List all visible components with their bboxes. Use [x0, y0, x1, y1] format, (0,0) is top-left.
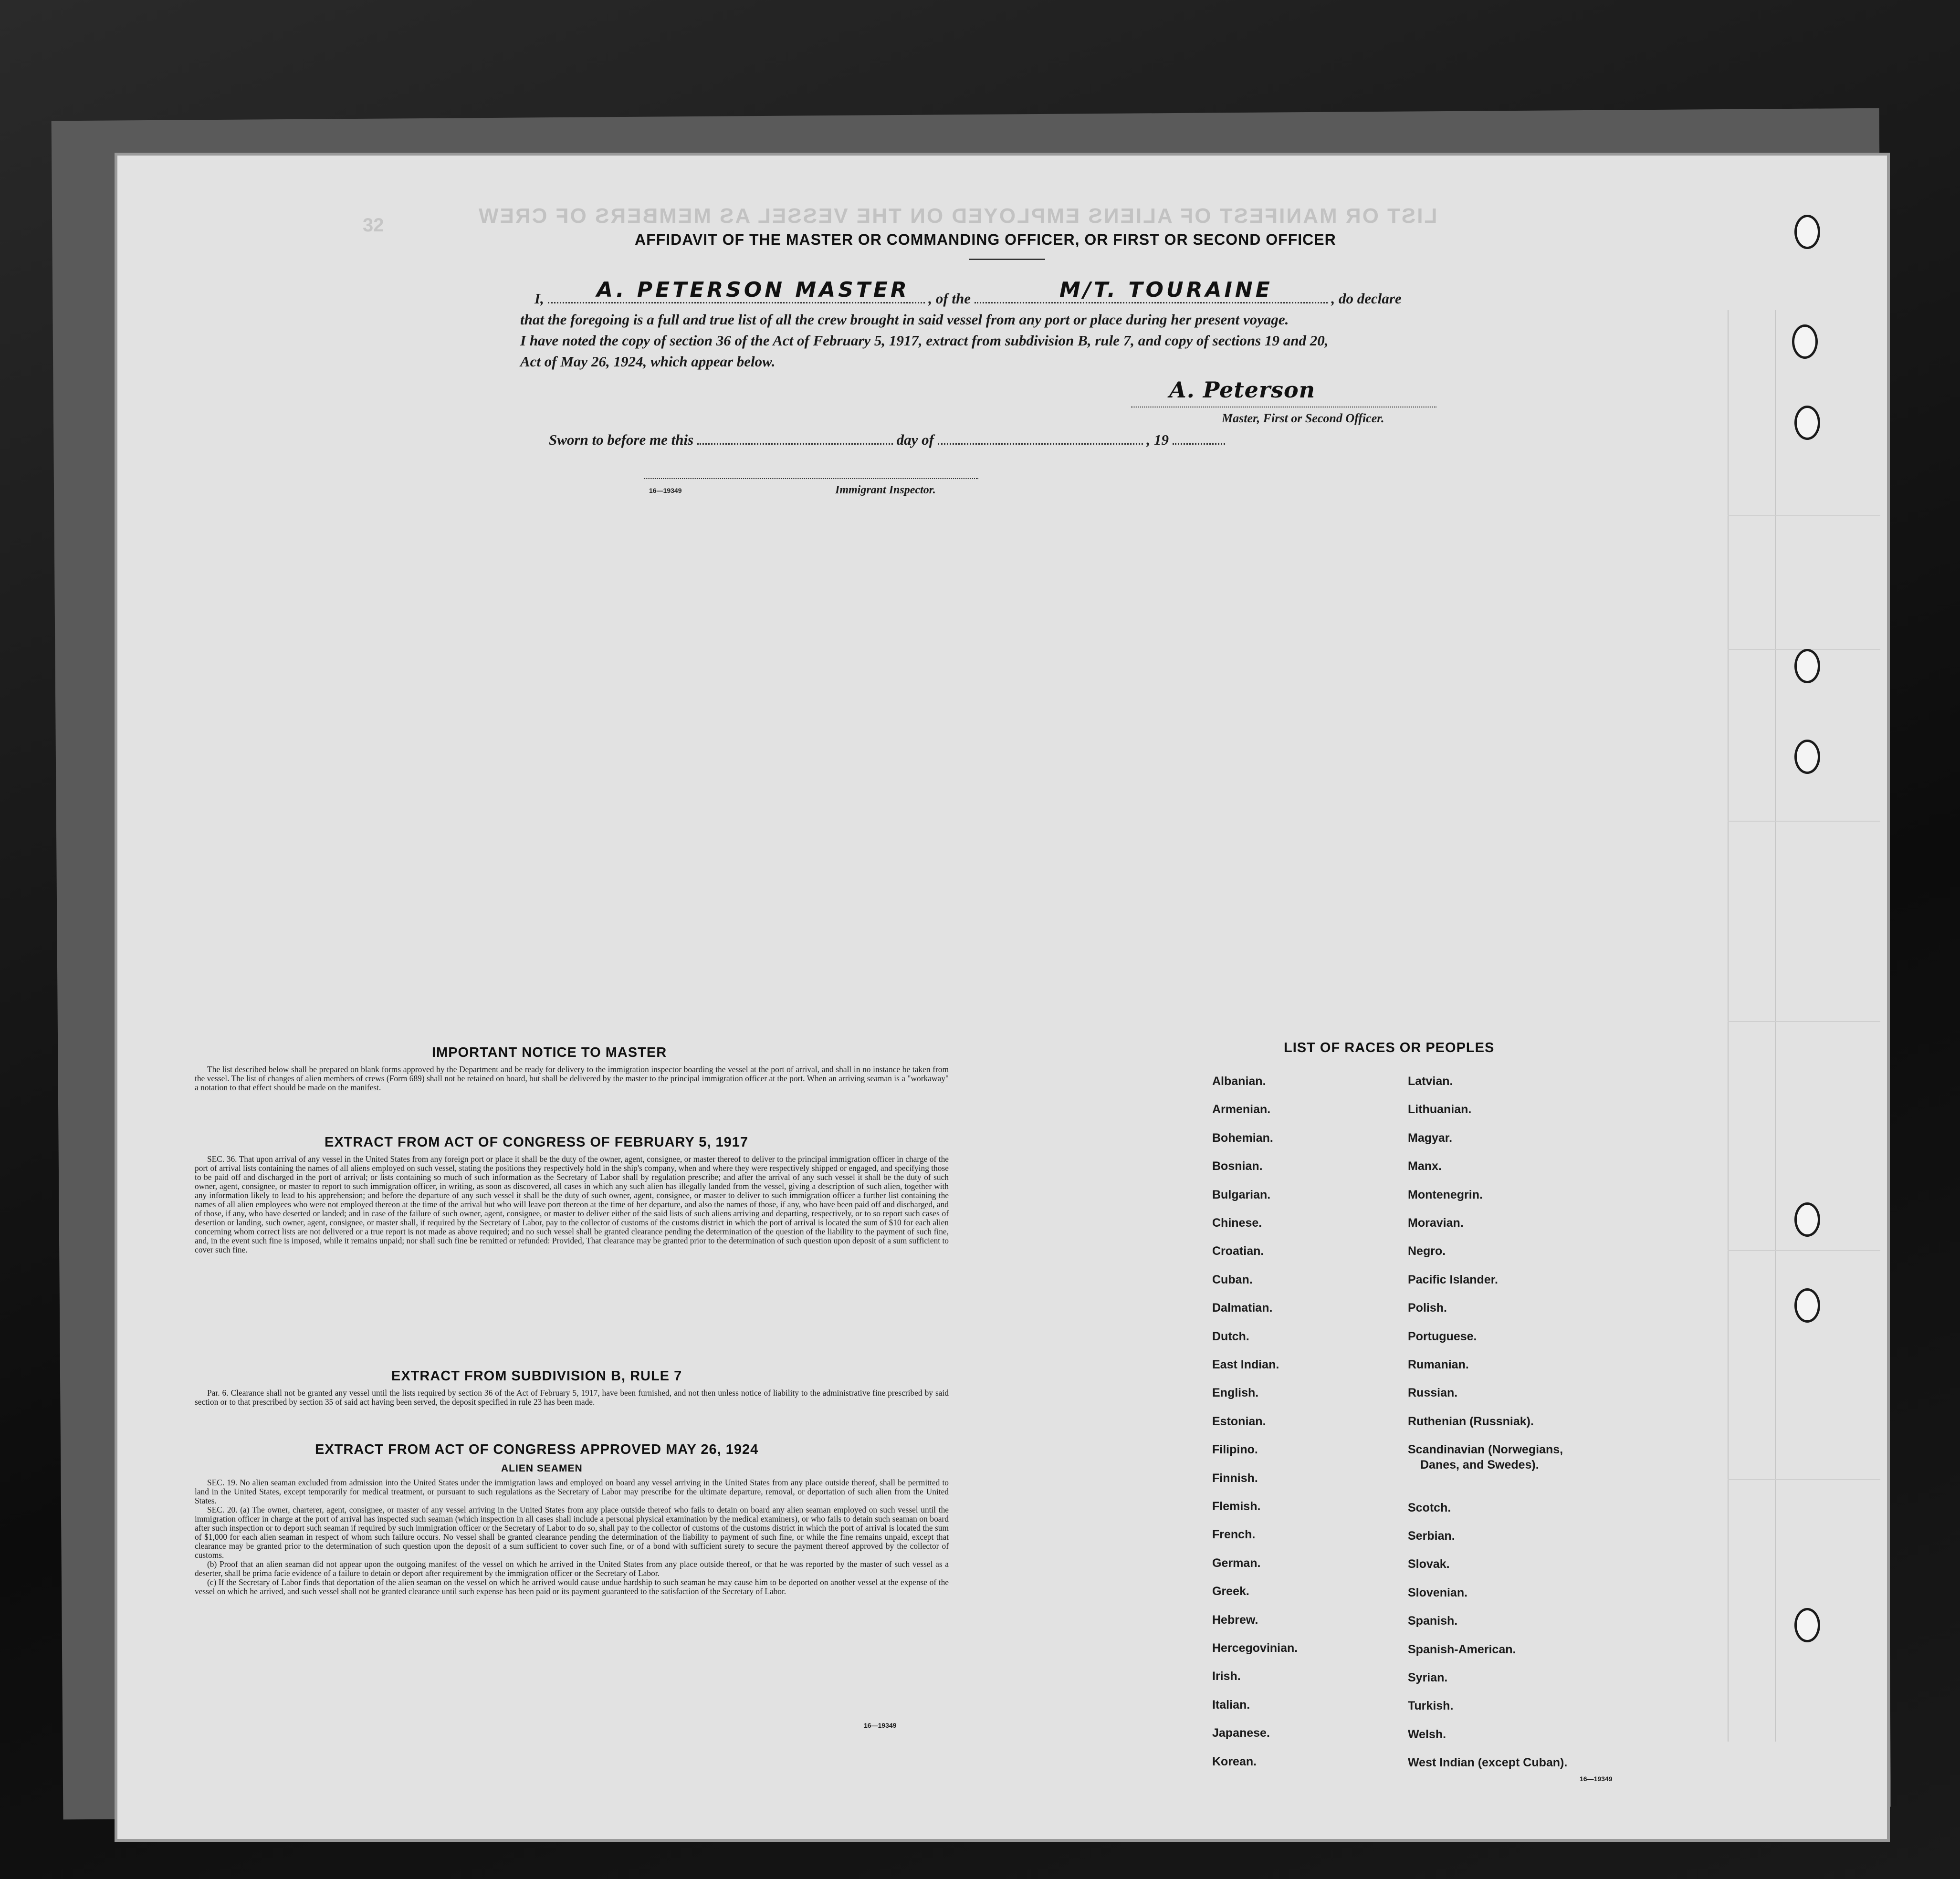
- race-item: Polish.: [1408, 1301, 1447, 1315]
- race-item: Turkish.: [1408, 1699, 1454, 1713]
- extract-rule7-title: EXTRACT FROM SUBDIVISION B, RULE 7: [391, 1368, 682, 1384]
- ghost-rule: [1728, 515, 1880, 516]
- race-item: Manx.: [1408, 1159, 1442, 1173]
- race-item: Dutch.: [1212, 1329, 1249, 1343]
- form-number-affidavit: 16—19349: [649, 487, 682, 494]
- ghost-rule: [1728, 1021, 1880, 1022]
- race-item: Estonian.: [1212, 1414, 1266, 1428]
- ghost-rule: [1728, 1250, 1880, 1251]
- extract-1924-title: EXTRACT FROM ACT OF CONGRESS APPROVED MAY 26, 1924: [315, 1442, 759, 1457]
- race-item: Spanish-American.: [1408, 1642, 1516, 1656]
- vessel-fill-line: [975, 302, 1328, 303]
- race-item: West Indian (except Cuban).: [1408, 1756, 1568, 1770]
- sworn-prefix: Sworn to before me this: [549, 431, 694, 448]
- race-item: Greek.: [1212, 1585, 1249, 1598]
- extract-1917-text: [195, 1155, 949, 1254]
- race-item: Russian.: [1408, 1386, 1458, 1400]
- race-item: German.: [1212, 1556, 1261, 1570]
- sec-20a-paragraph: SEC. 20. (a) The owner, charterer, agent, consignee, or master of any vessel arriving in the United States from any place outside thereof who fails to detain on board any alien seaman employed on such vessel until the immigration officer in charge at the port of arrival has inspected such seaman (which inspection in all cases shall include a personal physical examination by the medical examiners), or who fails to detain such seaman on board after such inspection or to deport such seaman if required by such immigration officer or the Secretary of Labor to do so, shall pay to the collector of customs of the customs district in which the port of arrival is located the sum of $1,000 for each alien seaman in respect of whom such failure occurs. No vessel shall be granted clearance pending the determination of the liability to payment of such fine, or while the fine remains unpaid, except that clearance may be granted prior to the determination of such question upon the deposit of a sum sufficient to cover such fine, or of a bond with sufficient surety to secure the payment thereof approved by the collector of customs.: [195, 1505, 949, 1560]
- race-item: Japanese.: [1212, 1726, 1270, 1740]
- ghost-rule: [1728, 310, 1729, 1742]
- sworn-year: , 19: [1146, 431, 1169, 448]
- sec-20b-paragraph: (b) Proof that an alien seaman did not appear upon the outgoing manifest of the vessel on which he arrived in the United States from any place outside thereof, or that he was reported by the master of such vessel as a deserter, shall be prima facie evidence of a failure to detain or deport after requirement by the immigration officer or the Secretary of Labor.: [195, 1559, 949, 1578]
- binder-hole: [1794, 649, 1820, 683]
- race-item: Syrian.: [1408, 1671, 1448, 1684]
- ghost-rule: [1728, 1479, 1880, 1480]
- race-item: Montenegrin.: [1408, 1188, 1483, 1201]
- binder-hole: [1794, 1202, 1820, 1237]
- race-item: Irish.: [1212, 1670, 1241, 1683]
- sworn-line: [549, 431, 1225, 449]
- race-item: Magyar.: [1408, 1131, 1453, 1145]
- race-item: Armenian.: [1212, 1103, 1271, 1117]
- race-item: Slovenian.: [1408, 1586, 1468, 1599]
- race-item: Pacific Islander.: [1408, 1273, 1498, 1286]
- inspector-signature-line: [644, 477, 978, 479]
- affidavit-title: AFFIDAVIT OF THE MASTER OR COMMANDING OFFICER, OR FIRST OR SECOND OFFICER: [635, 231, 1336, 248]
- extract-1924-text: [195, 1478, 949, 1596]
- extract-rule7-text: [195, 1388, 949, 1407]
- binder-hole: [1794, 740, 1820, 774]
- notice-text: [195, 1065, 949, 1092]
- race-item: Italian.: [1212, 1698, 1250, 1712]
- inspector-caption: Immigrant Inspector.: [835, 484, 936, 496]
- handwritten-vessel-name: M/T. TOURAINE: [1059, 278, 1273, 302]
- sworn-day-of: day of: [896, 431, 934, 448]
- race-item: Flemish.: [1212, 1500, 1261, 1513]
- race-item: Hercegovinian.: [1212, 1641, 1298, 1655]
- race-item: Ruthenian (Russniak).: [1408, 1414, 1534, 1428]
- race-item: Chinese.: [1212, 1216, 1262, 1230]
- race-item: Scotch.: [1408, 1501, 1451, 1514]
- race-item: Lithuanian.: [1408, 1103, 1472, 1117]
- race-item: Scandinavian (Norwegians,: [1408, 1443, 1563, 1457]
- sworn-month-fill: [938, 443, 1143, 445]
- signature-caption: Master, First or Second Officer.: [1222, 411, 1384, 425]
- race-item: Finnish.: [1212, 1471, 1258, 1485]
- race-item: Filipino.: [1212, 1443, 1258, 1457]
- name-fill-line: [548, 302, 925, 303]
- manifest-page: [115, 153, 1890, 1842]
- sworn-date-fill: [697, 443, 893, 445]
- binder-hole: [1794, 1608, 1820, 1642]
- alien-seamen-subtitle: ALIEN SEAMEN: [501, 1463, 583, 1474]
- race-item: Danes, and Swedes).: [1420, 1458, 1539, 1472]
- form-number-races: 16—19349: [1580, 1775, 1613, 1783]
- race-item: Rumanian.: [1408, 1358, 1469, 1371]
- race-item: Bosnian.: [1212, 1159, 1263, 1173]
- title-underline: [969, 259, 1045, 260]
- race-item: Bohemian.: [1212, 1131, 1273, 1145]
- handwritten-master-name: A. PETERSON MASTER: [597, 278, 910, 302]
- ghost-rule: [1775, 310, 1776, 1742]
- race-item: Hebrew.: [1212, 1613, 1258, 1627]
- bleed-through-manifest-title: LIST OR MANIFEST OF ALIENS EMPLOYED ON THE VESSEL AS MEMBERS OF CREW: [477, 204, 1437, 228]
- race-item: East Indian.: [1212, 1358, 1279, 1371]
- affidavit-do-declare: , do declare: [1331, 290, 1402, 307]
- form-number-extract: 16—19349: [864, 1722, 897, 1729]
- affidavit-line-3: I have noted the copy of section 36 of the Act of February 5, 1917, extract from subdivision B, rule 7, and copy of sections 19 and 20,: [520, 332, 1329, 349]
- section-36-paragraph: SEC. 36. That upon arrival of any vessel in the United States from any foreign port or place it shall be the duty of the owner, agent, consignee, or master thereof to deliver to the principal immigration officer in charge of the port of arrival lists containing the names of all aliens employed on such vessel, stating the positions they respectively hold in the ship's company, when and where they were respectively shipped or engaged, and specifying those to be paid off and discharged in the port of arrival; or lists containing so much of such information as the Secretary of Labor shall by regulation prescribe; and after the arrival of any such vessel it shall be the duty of such owner, agent, consignee, or master to report to such immigration officer, in writing, as soon as discovered, all cases in which any such alien has illegally landed from the vessel, giving a description of such alien, together with any information likely to lead to his apprehension; and before the departure of any such vessel it shall be the duty of such owner, agent, consignee, or master to deliver to such immigration officer a further list containing the names of all alien employees who were not employed thereon at the time of the arrival but who will leave port thereon at the time of her departure, and also the names of those, if any, who have been paid off and discharged, and of those, if any, who have deserted or landed; and in case of the failure of such owner, agent, consignee, or master to deliver either of the said lists of such aliens arriving and departing, respectively, or to so report such cases of desertion or landing, such owner, agent, consignee, or master shall, if required by the Secretary of Labor, pay to the collector of customs of the customs district in which the port of arrival is located the sum of $10 for each alien concerning whom correct lists are not delivered or a true report is not made as above required; and no such vessel shall be granted clearance pending the determination of the question of the liability to the payment of such fine, and, in the event such fine is imposed, while it remains unpaid; nor shall such fine be remitted or refunded: Provided, That clearance may be granted prior to the determination of such question upon deposit of a sum sufficient to cover such fine.: [195, 1154, 949, 1254]
- race-item: French.: [1212, 1528, 1256, 1542]
- sec-20c-paragraph: (c) If the Secretary of Labor finds that deportation of the alien seaman on the vessel on which he arrived would cause undue hardship to such seaman he may cause him to be deported on another vessel at the expense of the vessel on which he arrived, and such vessel shall not be granted clearance until such expense has been paid or its payment guaranteed to the satisfaction of the Secretary of Labor.: [195, 1577, 949, 1596]
- race-item: Portuguese.: [1408, 1329, 1477, 1343]
- ghost-rule: [1728, 821, 1880, 822]
- sec-19-paragraph: SEC. 19. No alien seaman excluded from admission into the United States under the immigration laws and employed on board any vessel arriving in the United States from any place outside thereof, shall be permitted to land in the United States, except temporarily for medical treatment, or pursuant to such regulations as the Secretary of Labor may prescribe for the ultimate departure, removal, or deportation of such alien from the United States.: [195, 1478, 949, 1505]
- races-title: LIST OF RACES OR PEOPLES: [1284, 1040, 1495, 1055]
- affidavit-i-prefix: I,: [535, 290, 544, 307]
- affidavit-line-4: Act of May 26, 1924, which appear below.: [520, 353, 776, 370]
- race-item: Latvian.: [1408, 1075, 1453, 1088]
- extract-1917-title: EXTRACT FROM ACT OF CONGRESS OF FEBRUARY 5, 1917: [325, 1135, 749, 1150]
- race-item: Slovak.: [1408, 1557, 1450, 1571]
- race-item: Korean.: [1212, 1754, 1257, 1768]
- binder-hole: [1792, 324, 1818, 359]
- race-item: English.: [1212, 1386, 1259, 1400]
- par-6-paragraph: Par. 6. Clearance shall not be granted any vessel until the lists required by section 36 of the Act of February 5, 1917, have been furnished, and not then unless notice of liability to the administrative fine prescribed by said section or to that prescribed by section 35 of said act having been served, the deposit specified in rule 23 has been made.: [195, 1388, 949, 1407]
- binder-hole: [1794, 215, 1820, 249]
- race-item: Croatian.: [1212, 1244, 1264, 1258]
- race-item: Albanian.: [1212, 1075, 1266, 1088]
- race-item: Spanish.: [1408, 1614, 1458, 1628]
- affidavit-line-2: that the foregoing is a full and true list of all the crew brought in said vessel from any port or place during her present voyage.: [520, 311, 1289, 328]
- race-item: Negro.: [1408, 1244, 1446, 1258]
- bleed-through-page-number: 32: [363, 215, 384, 236]
- signature-line: [1131, 406, 1436, 407]
- binder-hole: [1794, 406, 1820, 440]
- binder-hole: [1794, 1288, 1820, 1323]
- notice-title: IMPORTANT NOTICE TO MASTER: [432, 1045, 667, 1060]
- notice-paragraph: The list described below shall be prepared on blank forms approved by the Department and be ready for delivery to the immigration inspector boarding the vessel at the port of arrival, and shall in no instance be taken from the vessel. The list of changes of alien members of crews (Form 689) shall not be retained on board, but shall be delivered by the master to the principal immigration officer at the port. When an arriving seaman is a "workaway" a notation to that effect should be made on the manifest.: [195, 1065, 949, 1092]
- master-signature: A. Peterson: [1169, 377, 1316, 403]
- race-item: Moravian.: [1408, 1216, 1464, 1230]
- race-item: Cuban.: [1212, 1273, 1253, 1286]
- race-item: Welsh.: [1408, 1727, 1446, 1741]
- race-item: Serbian.: [1408, 1529, 1455, 1543]
- race-item: Dalmatian.: [1212, 1301, 1273, 1315]
- affidavit-of-the: , of the: [928, 290, 971, 307]
- sworn-year-fill: [1173, 443, 1225, 445]
- race-item: Bulgarian.: [1212, 1188, 1271, 1201]
